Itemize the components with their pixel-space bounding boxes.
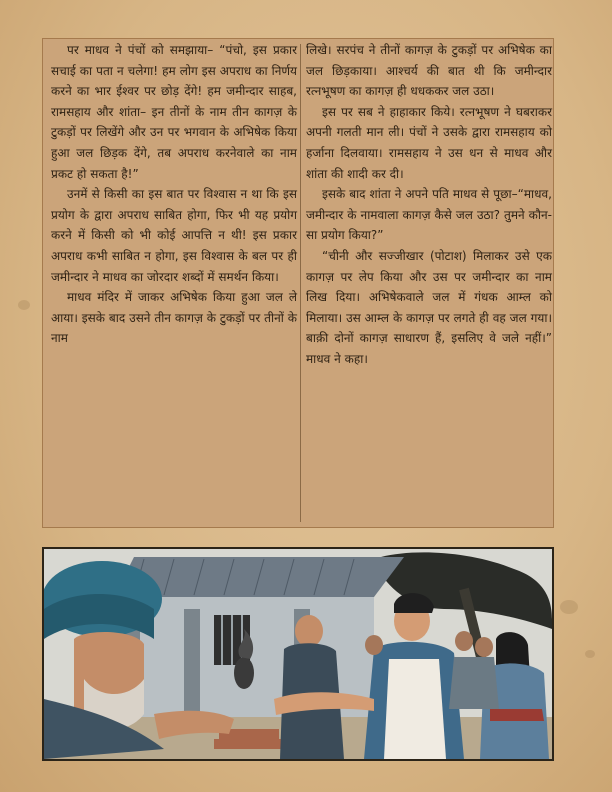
- village-scene-picture: [44, 549, 552, 759]
- paragraph: लिखे। सरपंच ने तीनों कागज़ के टुकड़ों पर अभिषेक का जल छिड़काया। आश्चर्य की बात थी कि जमीन्दार रत्नभूषण का कागज़ ही धधककर जल उठा।: [306, 43, 552, 99]
- story-illustration: [42, 547, 554, 761]
- paragraph: इस पर सब ने हाहाकार किये। रत्नभूषण ने घबराकर अपनी गलती मान ली। पंचों ने उसके द्वारा रामसहाय को हर्जाना दिलवाया। रामसहाय ने उस धन से माधव और शांता की शादी कर दी।: [306, 104, 552, 181]
- paper-stain: [560, 600, 578, 614]
- paragraph: माधव मंदिर में जाकर अभिषेक किया हुआ जल ले आया। इसके बाद उसने तीन कागज़ के टुकड़ों पर तीनों के नाम: [51, 290, 297, 346]
- paragraph: पर माधव ने पंचों को समझाया– “पंचो, इस प्रकार सचाई का पता न चलेगा! हम लोग इस अपराध का निर्णय करने का भार ईश्वर पर छोड़ देंगे! हम जमीन्दार साहब, रामसहाय और शांता– इन तीनों के नाम तीन कागज़ के टुकड़ों पर लिखेंगे और उन पर भगवान के अभिषेक किया हुआ जल छिड़क देंगे, तब अपराध करनेवाले का नाम प्रकट हो सकता है!”: [51, 43, 297, 181]
- left-text-column: [51, 40, 297, 349]
- paper-stain: [18, 300, 30, 310]
- right-text-column: [306, 40, 552, 370]
- paragraph: “चीनी और सज्जीखार (पोटाश) मिलाकर उसे एक कागज़ पर लेप किया और उस पर जमीन्दार का नाम लिख दिया। अभिषेकवाले जल में गंधक आम्ल को मिलाया। उस आम्ल के कागज़ पर लगते ही वह जल गया। बाक़ी दोनों कागज़ साधारण हैं, इसलिए वे जले नहीं।” माधव ने कहा।: [306, 248, 552, 366]
- paper-stain: [585, 650, 595, 658]
- paragraph: इसके बाद शांता ने अपने पति माधव से पूछा–“माधव, जमीन्दार के नामवाला कागज़ कैसे जल उठा? तुमने कौन-सा प्रयोग किया?”: [306, 187, 552, 243]
- paragraph: उनमें से किसी का इस बात पर विश्वास न था कि इस प्रयोग के द्वारा अपराध साबित होगा, फिर भी यह प्रयोग करने में किसी को भी कोई आपत्ति न थी! इस प्रकार अपराध कभी साबित न होगा, इस विश्वास के बल पर ही जमीन्दार ने माधव का जोरदार शब्दों में समर्थन किया।: [51, 187, 297, 284]
- column-divider: [300, 44, 301, 522]
